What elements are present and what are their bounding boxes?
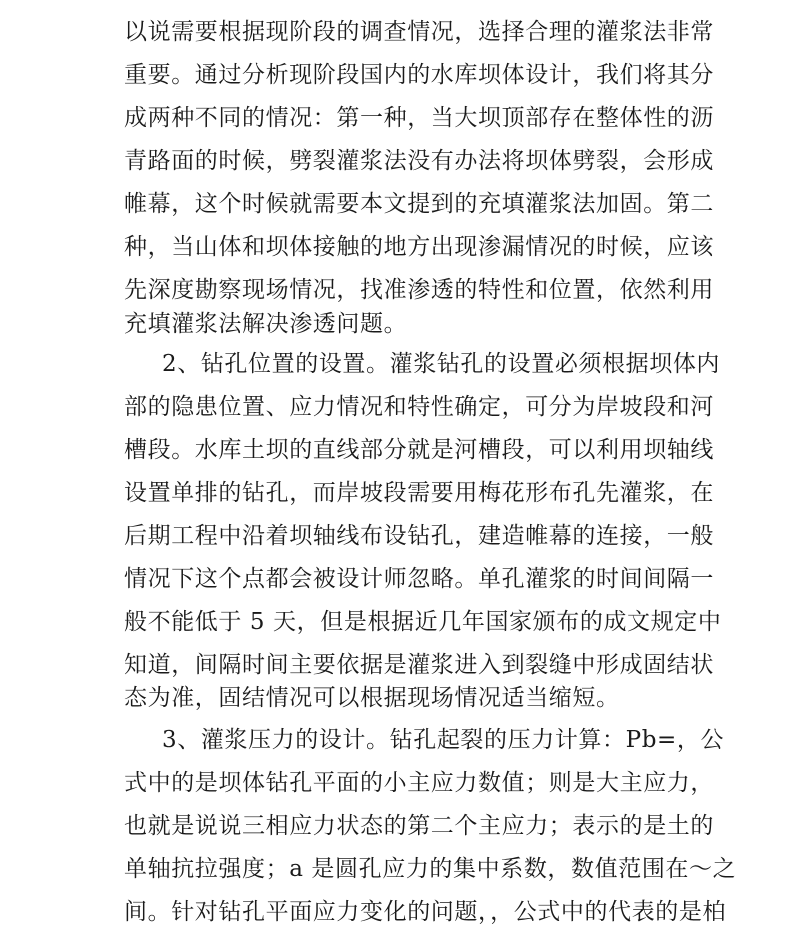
text-line: 先深度勘察现场情况，找准渗透的特性和位置，依然利用: [124, 277, 714, 303]
text-line: 帷幕，这个时候就需要本文提到的充填灌浆法加固。第二: [124, 191, 714, 217]
text-line: 种，当山体和坝体接触的地方出现渗漏情况的时候，应该: [124, 234, 714, 260]
text-line: 部的隐患位置、应力情况和特性确定，可分为岸坡段和河: [124, 394, 714, 420]
text-line: 间。针对钻孔平面应力变化的问题，，公式中的代表的是柏: [124, 899, 727, 925]
text-line: 单轴抗拉强度；a 是圆孔应力的集中系数，数值范围在～之: [124, 856, 737, 882]
text-line: 设置单排的钻孔，而岸坡段需要用梅花形布孔先灌浆，在: [124, 480, 714, 506]
text-line: 充填灌浆法解决渗透问题。: [124, 311, 408, 337]
text-line: 槽段。水库土坝的直线部分就是河槽段，可以利用坝轴线: [124, 437, 714, 463]
text-line: 知道，间隔时间主要依据是灌浆进入到裂缝中形成固结状: [124, 652, 714, 678]
text-line: 也就是说说三相应力状态的第二个主应力；表示的是土的: [124, 813, 714, 839]
text-line: 以说需要根据现阶段的调查情况，选择合理的灌浆法非常: [124, 19, 714, 45]
text-line: 般不能低于 5 天，但是根据近几年国家颁布的成文规定中: [124, 609, 722, 635]
text-line: 情况下这个点都会被设计师忽略。单孔灌浆的时间间隔一: [124, 566, 714, 592]
text-line: 式中的是坝体钻孔平面的小主应力数值；则是大主应力，: [124, 770, 714, 796]
text-line: 后期工程中沿着坝轴线布设钻孔，建造帷幕的连接，一般: [124, 523, 714, 549]
text-line: 重要。通过分析现阶段国内的水库坝体设计，我们将其分: [124, 62, 714, 88]
text-line: 态为准，固结情况可以根据现场情况适当缩短。: [124, 685, 620, 711]
text-line: 成两种不同的情况：第一种，当大坝顶部存在整体性的沥: [124, 105, 714, 131]
text-line: 青路面的时候，劈裂灌浆法没有办法将坝体劈裂，会形成: [124, 148, 714, 174]
paragraph-first-line: 2、钻孔位置的设置。灌浆钻孔的设置必须根据坝体内: [162, 351, 721, 377]
paragraph-first-line: 3、灌浆压力的设计。钻孔起裂的压力计算：Pb=，公: [162, 727, 725, 753]
